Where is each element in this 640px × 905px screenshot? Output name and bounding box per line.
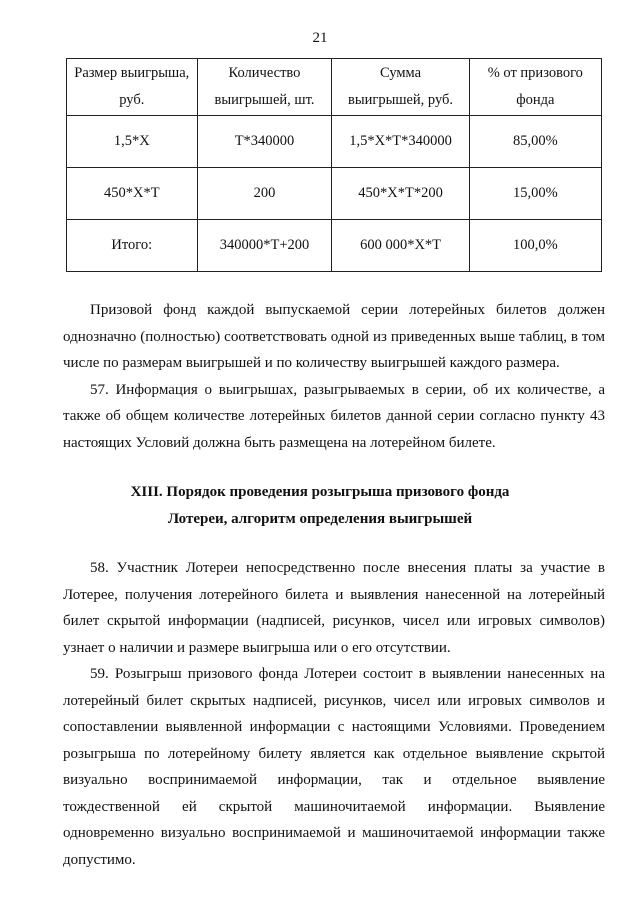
header-fund-percent-line1: % от призового <box>487 65 583 81</box>
section-heading <box>0 479 640 533</box>
paragraph-58: 58. Участник Лотереи непосредственно после внесения платы за участие в Лотерее, получения лотерейного билета и выявления нанесенной на лотерейный билет скрытой информации (надписей, рисунков, чисел или игровых символов) узнает о наличии и размере выигрыша или о его отсутствии. <box>63 560 605 656</box>
header-prize-sum-line2: выигрышей, руб. <box>348 92 454 108</box>
table-cell: 85,00% <box>469 116 601 168</box>
header-prize-size-line1: Размер выигрыша, <box>74 65 190 81</box>
page-number: 21 <box>312 30 328 46</box>
paragraph-prize-fund: Призовой фонд каждой выпускаемой серии лотерейных билетов должен однозначно (полностью) соответствовать одной из приведенных выше таблиц, в том числе по размерам выигрышей и по количеству выигрышей каждого размера. <box>63 302 605 371</box>
header-prize-sum <box>332 59 469 116</box>
table-cell: 15,00% <box>469 168 601 220</box>
header-prize-size <box>67 59 198 116</box>
table-row <box>67 116 602 168</box>
table-header-row <box>67 59 602 116</box>
table-cell: 600 000*Х*Т <box>332 220 469 272</box>
prize-distribution-table <box>66 58 602 272</box>
paragraph-59: 59. Розыгрыш призового фонда Лотереи состоит в выявлении нанесенных на лотерейный билет скрытых надписей, рисунков, чисел или игровых символов и сопоставлении выявленной информации с настоящими Условиями. Проведением розыгрыша по лотерейному билету является как отдельное выявление скрытой визуально воспринимаемой информации, так и отдельное выявление тождественной ей скрытой машиночитаемой информации. Выявление одновременно визуально воспринимаемой и машиночитаемой информации также допустимо. <box>63 666 605 868</box>
header-fund-percent <box>469 59 601 116</box>
table-cell: 200 <box>197 168 332 220</box>
section-heading-line1: XIII. Порядок проведения розыгрыша призового фонда <box>130 484 510 500</box>
table-cell: Т*340000 <box>197 116 332 168</box>
table-cell: 100,0% <box>469 220 601 272</box>
body-text-bottom <box>63 555 605 873</box>
table-cell: Итого: <box>67 220 198 272</box>
paragraph-57: 57. Информация о выигрышах, разыгрываемых в серии, об их количестве, а также об общем количестве лотерейных билетов данной серии согласно пункту 43 настоящих Условий должна быть размещена на лотерейном билете. <box>63 381 605 451</box>
table-cell: 450*Х*Т*200 <box>332 168 469 220</box>
table-row <box>67 168 602 220</box>
header-fund-percent-line2: фонда <box>516 92 555 108</box>
header-prize-sum-line1: Сумма <box>380 65 422 81</box>
header-prize-size-line2: руб. <box>119 92 145 108</box>
header-prize-count-line1: Количество <box>228 65 301 81</box>
table-total-row <box>67 220 602 272</box>
table-cell: 1,5*Х <box>67 116 198 168</box>
table-cell: 1,5*Х*Т*340000 <box>332 116 469 168</box>
header-prize-count <box>197 59 332 116</box>
section-heading-line2: Лотереи, алгоритм определения выигрышей <box>167 511 473 527</box>
header-prize-count-line2: выигрышей, шт. <box>214 92 315 108</box>
table-cell: 340000*Т+200 <box>197 220 332 272</box>
body-text-top <box>63 297 605 456</box>
table-cell: 450*Х*Т <box>67 168 198 220</box>
